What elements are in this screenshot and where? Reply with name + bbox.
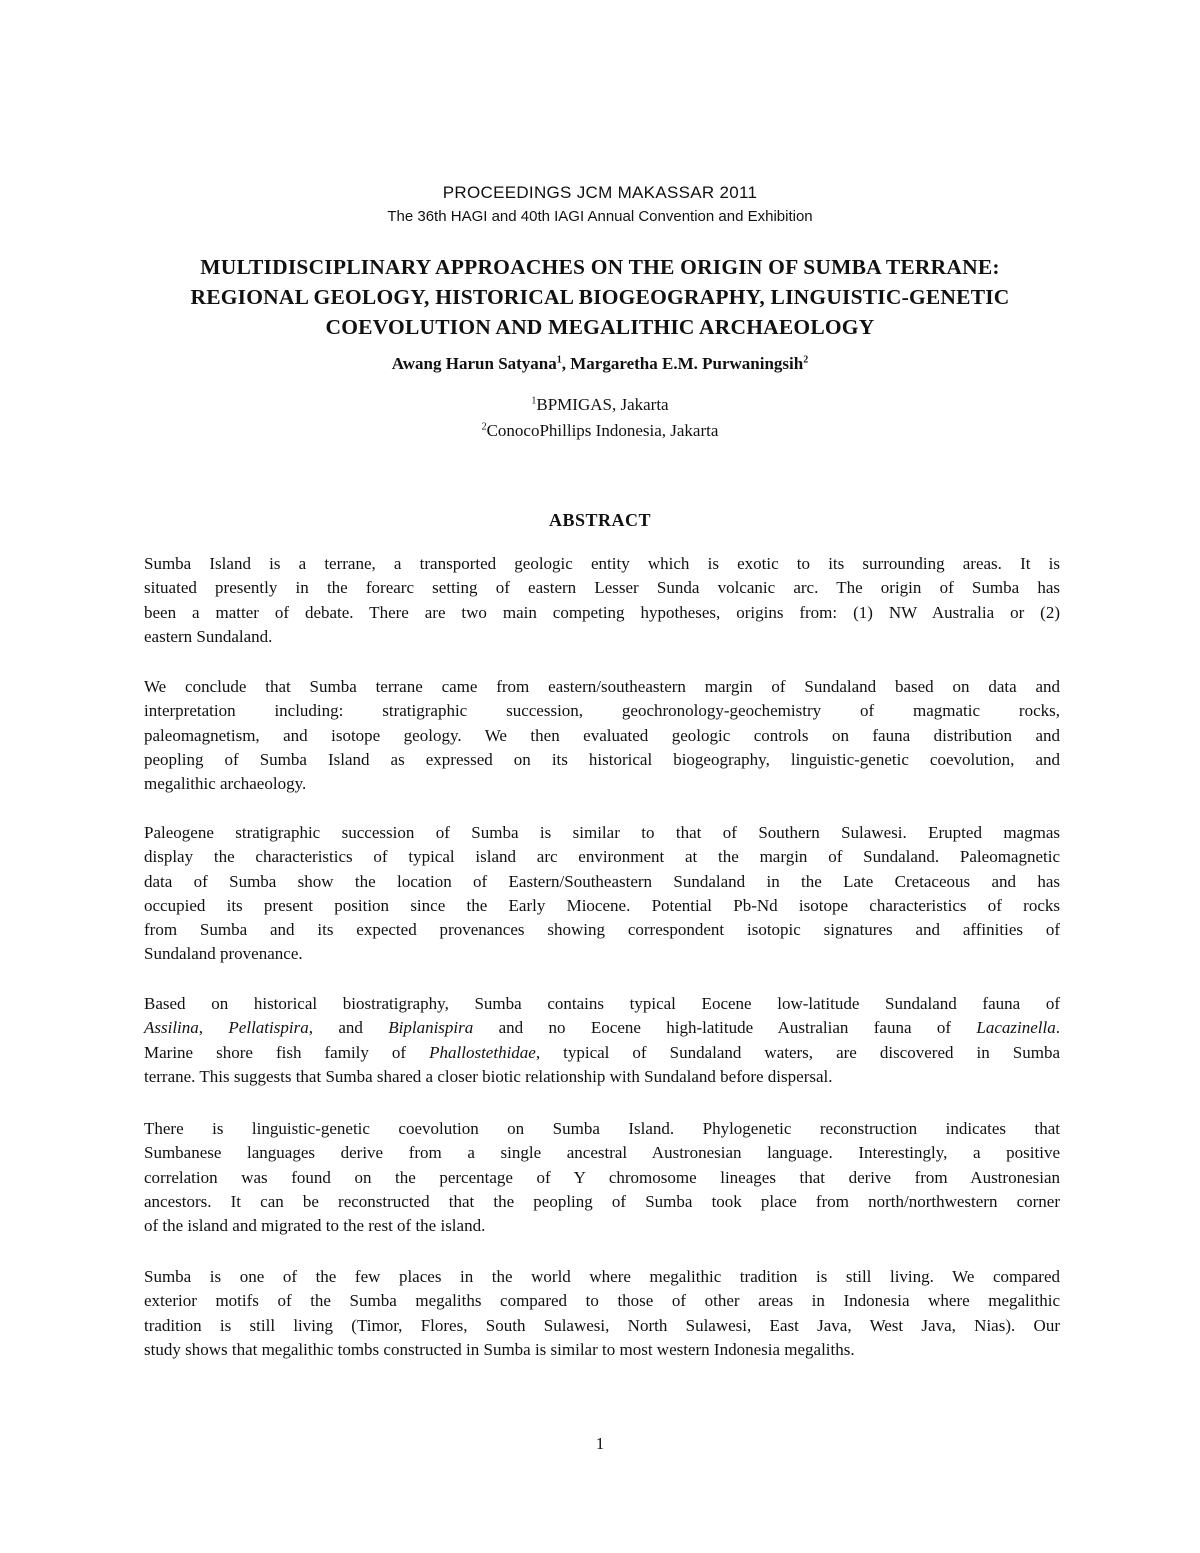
abstract-heading: ABSTRACT: [548, 510, 652, 530]
text-run: and no Eocene high-latitude Australian fauna of: [473, 1018, 977, 1038]
text-line: tradition is still living (Timor, Flores, South Sulawesi, North Sulawesi, East Java, West Java, Nias). Our: [144, 1315, 1060, 1335]
text-line: correlation was found on the percentage of Y chromosome lineages that derive from Austronesian: [144, 1167, 1060, 1187]
affiliation-2: [0, 421, 1200, 441]
author-1-affiliation-mark: 1: [556, 354, 562, 366]
author-list: [0, 354, 1200, 374]
abstract-paragraph-4: [144, 992, 1060, 1089]
text-line: ancestors. It can be reconstructed that the peopling of Sumba took place from north/northwestern corner: [144, 1191, 1060, 1211]
author-2-name: Margaretha E.M. Purwaningsih: [570, 354, 804, 373]
text-line: occupied its present position since the Early Miocene. Potential Pb-Nd isotope characteristics of rocks: [144, 895, 1060, 915]
abstract-paragraph-1: [144, 552, 1060, 649]
text-line: from Sumba and its expected provenances showing correspondent isotopic signatures and affinities of: [144, 920, 1060, 940]
affiliation-1: [0, 395, 1200, 415]
affiliation-1-text: BPMIGAS, Jakarta: [536, 395, 669, 414]
text-line: Sumba Island is a terrane, a transported geologic entity which is exotic to its surrounding areas. It is: [144, 554, 1060, 573]
affiliation-2-text: ConocoPhillips Indonesia, Jakarta: [486, 421, 719, 440]
author-1-name: Awang Harun Satyana: [391, 354, 557, 373]
proceedings-header: PROCEEDINGS JCM MAKASSAR 2011: [442, 183, 758, 202]
text-run: , typical of Sundaland waters, are discovered in Sumba: [535, 1042, 1060, 1062]
text-line: Sundaland provenance.: [144, 944, 303, 964]
affiliation-1-mark: 1: [531, 395, 537, 407]
title-line-2: REGIONAL GEOLOGY, HISTORICAL BIOGEOGRAPHY, LINGUISTIC-GENETIC: [190, 285, 1010, 309]
text-line: been a matter of debate. There are two main competing hypotheses, origins from: (1) NW Australia or (2): [144, 602, 1060, 622]
text-run: Marine shore fish family of: [144, 1042, 430, 1062]
family-phallostethidae: Phallostethidae: [429, 1042, 536, 1062]
abstract-paragraph-2: [144, 675, 1060, 796]
paper-title: [120, 252, 1080, 342]
text-line: We conclude that Sumba terrane came from eastern/southeastern margin of Sundaland based on data and: [144, 677, 1060, 696]
convention-subheader: The 36th HAGI and 40th IAGI Annual Convention and Exhibition: [387, 208, 813, 225]
text-line: peopling of Sumba Island as expressed on its historical biogeography, linguistic-genetic coevolution, and: [144, 749, 1060, 769]
genus-assilina: Assilina: [144, 1018, 199, 1038]
abstract-paragraph-6: [144, 1265, 1060, 1362]
abstract-paragraph-5: [144, 1117, 1060, 1238]
text-line: interpretation including: stratigraphic succession, geochronology-geochemistry of magmatic rocks,: [144, 701, 1060, 721]
text-run: ,: [198, 1018, 229, 1038]
text-line: [144, 1041, 1060, 1065]
text-line: display the characteristics of typical island arc environment at the margin of Sundaland. Paleomagnetic: [144, 847, 1060, 867]
text-line: Paleogene stratigraphic succession of Sumba is similar to that of Southern Sulawesi. Erupted magmas: [144, 823, 1060, 842]
abstract-paragraph-3: [144, 821, 1060, 967]
text-line: data of Sumba show the location of Eastern/Southeastern Sundaland in the Late Cretaceous and has: [144, 871, 1060, 891]
text-line: study shows that megalithic tombs constructed in Sumba is similar to most western Indonesia megaliths.: [144, 1339, 855, 1359]
text-line: exterior motifs of the Sumba megaliths compared to those of other areas in Indonesia where megalithic: [144, 1291, 1060, 1311]
text-line: terrane. This suggests that Sumba shared a closer biotic relationship with Sundaland before dispersal.: [144, 1066, 833, 1086]
text-line: paleomagnetism, and isotope geology. We then evaluated geologic controls on fauna distribution and: [144, 725, 1060, 745]
text-line: Sumba is one of the few places in the world where megalithic tradition is still living. We compared: [144, 1267, 1060, 1286]
text-line: [144, 1016, 1060, 1040]
affiliation-2-mark: 2: [481, 421, 487, 433]
text-line: There is linguistic-genetic coevolution on Sumba Island. Phylogenetic reconstruction indicates that: [144, 1119, 1060, 1138]
genus-pellatispira: Pellatispira: [228, 1018, 309, 1038]
text-line: eastern Sundaland.: [144, 626, 273, 646]
text-line: situated presently in the forearc setting of eastern Lesser Sunda volcanic arc. The origin of Sumba has: [144, 578, 1060, 598]
author-separator: ,: [561, 354, 571, 373]
text-line: Based on historical biostratigraphy, Sumba contains typical Eocene low-latitude Sundaland fauna of: [144, 994, 1060, 1013]
genus-lacazinella: Lacazinella: [976, 1018, 1056, 1038]
page-number: 1: [595, 1434, 605, 1453]
title-line-1: MULTIDISCIPLINARY APPROACHES ON THE ORIGIN OF SUMBA TERRANE:: [200, 255, 1000, 279]
text-line: megalithic archaeology.: [144, 774, 307, 794]
text-run: , and: [308, 1018, 389, 1038]
genus-biplanispira: Biplanispira: [388, 1018, 474, 1038]
author-2-affiliation-mark: 2: [803, 354, 809, 366]
text-line: of the island and migrated to the rest of the island.: [144, 1216, 486, 1236]
text-line: Sumbanese languages derive from a single ancestral Austronesian language. Interestingly, a positive: [144, 1143, 1060, 1163]
text-run: .: [1055, 1018, 1060, 1038]
title-line-3: COEVOLUTION AND MEGALITHIC ARCHAEOLOGY: [325, 315, 875, 339]
